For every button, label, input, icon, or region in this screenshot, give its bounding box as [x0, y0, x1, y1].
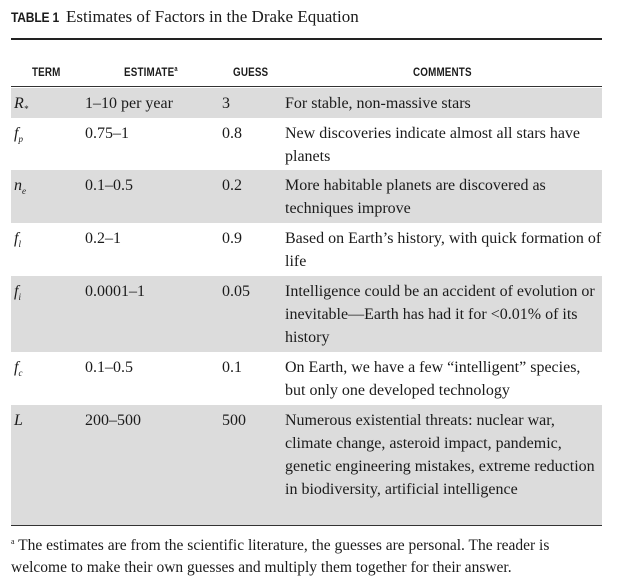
term-symbol: f: [14, 283, 19, 300]
table-title: Estimates of Factors in the Drake Equation: [66, 7, 359, 26]
term-symbol: f: [14, 125, 19, 142]
term-subscript: i: [18, 292, 21, 303]
comment-cell: Based on Earth’s history, with quick formation of life: [285, 230, 602, 270]
table-row: [11, 170, 602, 223]
estimate-cell: 0.0001–1: [85, 283, 145, 300]
comment-cell: More habitable planets are discovered as techniques improve: [285, 177, 546, 217]
term-cell: [14, 92, 28, 121]
estimate-cell: 200–500: [85, 412, 141, 429]
footnote-marker: a: [11, 537, 15, 546]
header-estimate: [124, 65, 178, 79]
table-row: [11, 276, 602, 352]
comment-cell: New discoveries indicate almost all stars have planets: [285, 125, 581, 165]
table-row: [11, 405, 602, 525]
guess-cell: 0.2: [222, 177, 242, 194]
footnote-text: The estimates are from the scientific literature, the guesses are personal. The reader is welcome to make their own guesses and multiply them together for their answer.: [11, 537, 550, 576]
header-estimate-marker: a: [174, 66, 178, 73]
estimate-cell: 0.1–0.5: [85, 177, 133, 194]
table-footnote: [11, 531, 609, 579]
term-subscript: *: [23, 104, 29, 115]
comment-cell: Numerous existential threats: nuclear war, climate change, asteroid impact, pandemic, genetic engineering mistakes, extreme reduction in biodiversity, artificial intelligence: [285, 412, 595, 498]
term-symbol: f: [14, 359, 19, 376]
term-cell: [14, 280, 21, 309]
top-rule: [11, 38, 602, 40]
table-label: TABLE 1: [11, 9, 60, 25]
bottom-rule: [11, 525, 602, 526]
header-rule: [11, 86, 602, 87]
table-row: [11, 88, 602, 118]
term-subscript: e: [22, 186, 26, 197]
term-symbol: L: [14, 412, 23, 429]
guess-cell: 0.9: [222, 230, 242, 247]
guess-cell: 0.1: [222, 359, 242, 376]
guess-cell: 3: [222, 95, 230, 112]
term-subscript: l: [18, 239, 21, 250]
guess-cell: 500: [222, 412, 246, 429]
term-cell: [14, 174, 26, 203]
estimate-cell: 0.75–1: [85, 125, 129, 142]
term-symbol: f: [14, 230, 19, 247]
comment-cell: On Earth, we have a few “intelligent” species, but only one developed technology: [285, 359, 581, 399]
term-cell: [14, 356, 22, 385]
estimate-cell: 0.2–1: [85, 230, 121, 247]
term-cell: [14, 122, 23, 151]
table-row: [11, 352, 602, 405]
table-row: [11, 223, 602, 276]
term-symbol: n: [14, 177, 22, 194]
term-subscript: c: [18, 368, 23, 379]
guess-cell: 0.8: [222, 125, 242, 142]
term-cell: [14, 409, 23, 438]
comment-cell: Intelligence could be an accident of evolution or inevitable—Earth has had it for <0.01% of its history: [285, 283, 595, 346]
table-header-row: [11, 62, 602, 84]
header-guess: GUESS: [233, 65, 269, 79]
header-comments: COMMENTS: [413, 65, 472, 79]
header-term: TERM: [32, 65, 61, 79]
guess-cell: 0.05: [222, 283, 250, 300]
term-subscript: p: [18, 134, 23, 145]
term-symbol: R: [14, 95, 24, 112]
header-estimate-label: ESTIMATE: [124, 65, 175, 79]
comment-cell: For stable, non-massive stars: [285, 95, 471, 112]
term-cell: [14, 227, 21, 256]
estimate-cell: 1–10 per year: [85, 95, 173, 112]
estimate-cell: 0.1–0.5: [85, 359, 133, 376]
table-caption: [11, 6, 359, 28]
table-row: [11, 118, 602, 170]
